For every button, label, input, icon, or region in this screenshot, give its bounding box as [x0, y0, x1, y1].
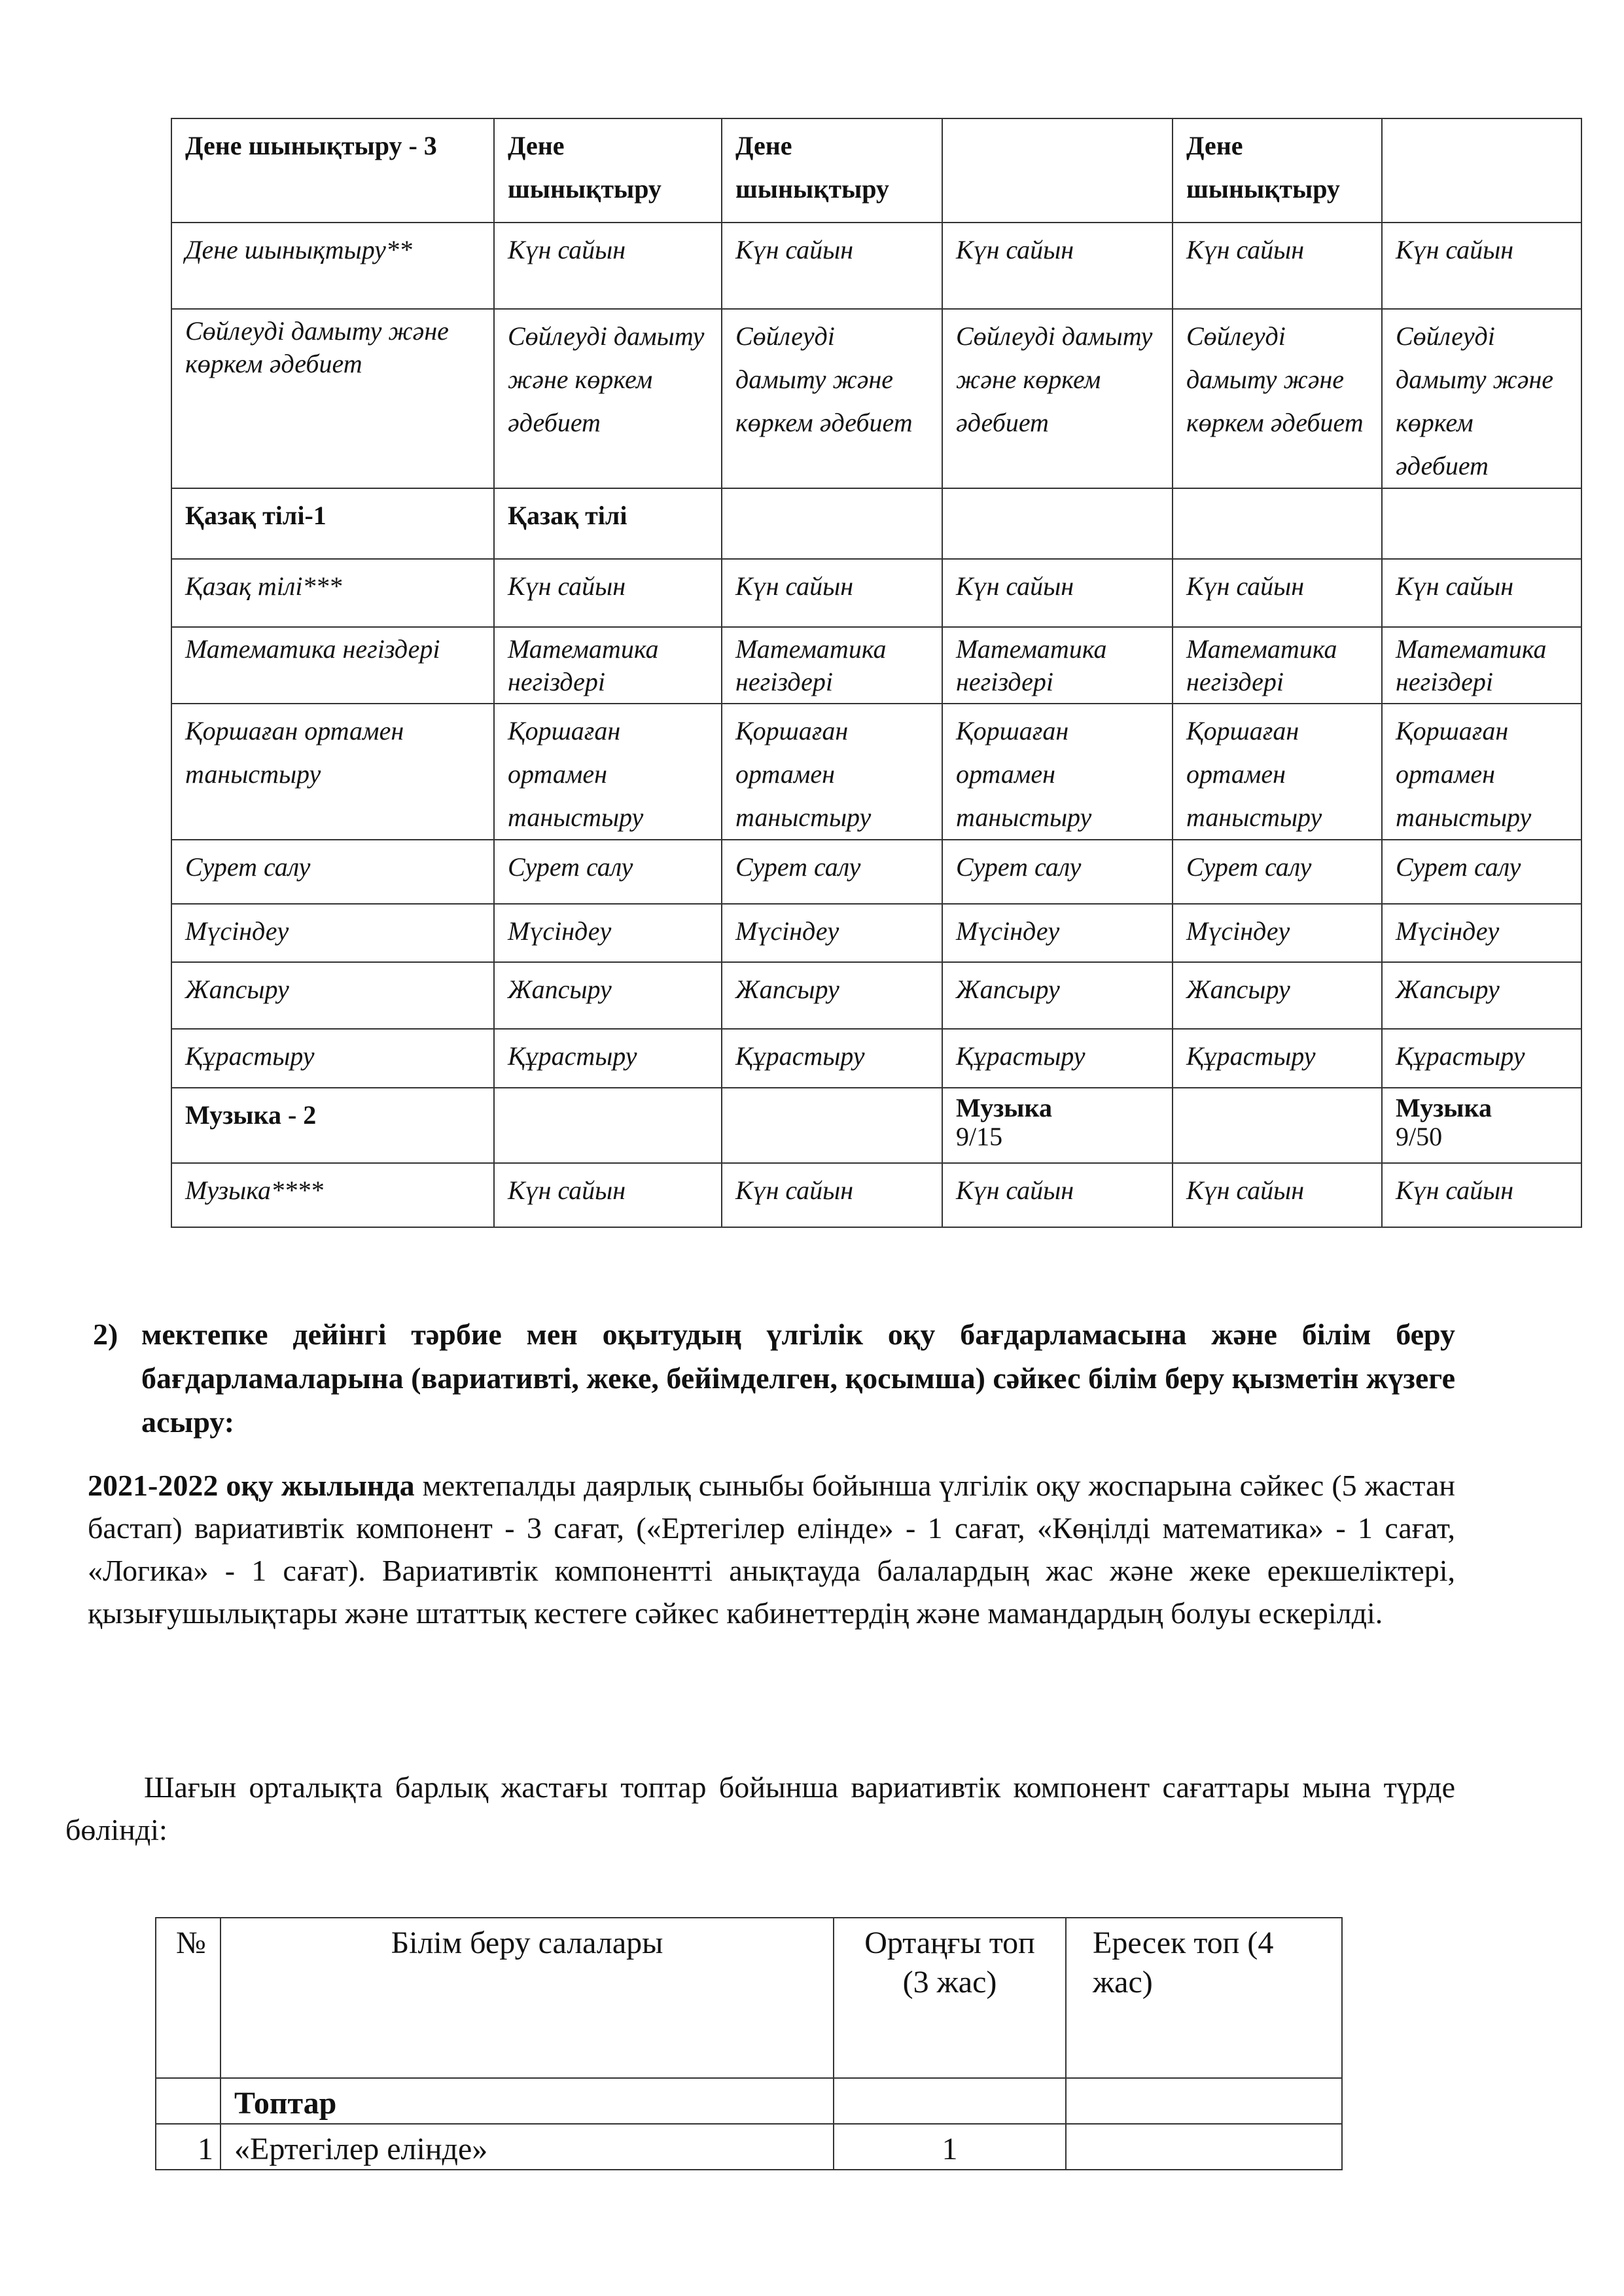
cell: Сөйлеуді дамыту және көркем әдебиет [1382, 309, 1581, 488]
cell: Музыка**** [171, 1163, 494, 1227]
cell: Сөйлеуді дамыту және көркем әдебиет [722, 309, 942, 488]
cell [1173, 1088, 1382, 1163]
cell: Қоршаған ортамен таныстыру [1173, 704, 1382, 840]
paragraph: Шағын орталықта барлық жастағы топтар бойынша вариативтік компонент сағаттары мына түрде бөлінді: [65, 1770, 1455, 1846]
cell: Мүсіндеу [494, 904, 722, 962]
cell: Құрастыру [494, 1029, 722, 1088]
cell: Қоршаған ортамен таныстыру [1382, 704, 1581, 840]
cell [722, 1088, 942, 1163]
cell: Күн сайын [1382, 223, 1581, 309]
cell: Құрастыру [942, 1029, 1173, 1088]
cell: Құрастыру [1173, 1029, 1382, 1088]
cell: Күн сайын [1173, 223, 1382, 309]
cell [1066, 2078, 1342, 2124]
table-row [171, 627, 1581, 704]
cell: Жапсыру [1173, 962, 1382, 1029]
table-row [171, 223, 1581, 309]
row-number: 1 [156, 2124, 221, 2170]
cell: Дене шынықтыру [1173, 118, 1382, 223]
cell: Жапсыру [942, 962, 1173, 1029]
cell: Сөйлеуді дамыту және көркем әдебиет [1173, 309, 1382, 488]
cell: Математика негіздері [722, 627, 942, 704]
header-cell: № [156, 1918, 221, 2078]
cell: Сөйлеуді дамыту және көркем әдебиет [942, 309, 1173, 488]
music-fraction: 9/50 [1396, 1122, 1443, 1151]
header-cell: Ортаңғы топ (3 жас) [834, 1918, 1066, 2078]
table-header-row [156, 1918, 1342, 2078]
cell [942, 1088, 1173, 1163]
cell: Дене шынықтыру [494, 118, 722, 223]
table-row [171, 962, 1581, 1029]
table-row [171, 840, 1581, 904]
section-number: 2) [93, 1318, 118, 1351]
table-row [171, 704, 1581, 840]
cell: Күн сайын [722, 559, 942, 627]
cell: Күн сайын [942, 559, 1173, 627]
cell: Сурет салу [1173, 840, 1382, 904]
cell: Сурет салу [1382, 840, 1581, 904]
cell [1066, 2124, 1342, 2170]
cell: Сөйлеуді дамыту және көркем әдебиет [494, 309, 722, 488]
cell: Жапсыру [494, 962, 722, 1029]
cell: Күн сайын [1382, 559, 1581, 627]
table-row [171, 1163, 1581, 1227]
cell: Күн сайын [722, 1163, 942, 1227]
cell: Математика негіздері [1173, 627, 1382, 704]
group-label: Топтар [221, 2078, 834, 2124]
table-row [156, 2078, 1342, 2124]
cell: Күн сайын [1173, 559, 1382, 627]
music-label: Музыка [956, 1093, 1052, 1122]
cell: «Ертегілер елінде» [221, 2124, 834, 2170]
cell: Мүсіндеу [171, 904, 494, 962]
cell: Құрастыру [1382, 1029, 1581, 1088]
cell: Қазақ тілі*** [171, 559, 494, 627]
cell: Мүсіндеу [942, 904, 1173, 962]
cell: Қазақ тілі-1 [171, 488, 494, 559]
table-row [171, 1088, 1581, 1163]
schedule-table [171, 118, 1582, 1228]
table-row [156, 2124, 1342, 2170]
cell: Құрастыру [722, 1029, 942, 1088]
header-cell: Білім беру салалары [221, 1918, 834, 2078]
cell: Математика негіздері [1382, 627, 1581, 704]
cell: Музыка - 2 [171, 1088, 494, 1163]
cell [942, 488, 1173, 559]
cell: Күн сайын [494, 559, 722, 627]
table-row [171, 559, 1581, 627]
cell: Математика негіздері [494, 627, 722, 704]
cell: Мүсіндеу [1382, 904, 1581, 962]
cell: Қоршаған ортамен таныстыру [494, 704, 722, 840]
cell: Қоршаған ортамен таныстыру [171, 704, 494, 840]
paragraph-text: мектепалды даярлық сыныбы бойынша үлгілік оқу жоспарына сәйкес (5 жастан бастап) вариативтік компонент - 3 сағат, («Ертегілер елінде» - 1 сағат, «Көңілді математика» - 1 сағат, «Логика» - 1 сағат). Вариативтік компонентті анықтауда балалардың жас және жеке ерекшеліктері, қызығушылықтары және штаттық кестеге сәйкес кабинеттердің және мамандардың болуы ескерілді. [88, 1469, 1455, 1630]
cell [1382, 488, 1581, 559]
table-row [171, 309, 1581, 488]
cell: Сурет салу [494, 840, 722, 904]
header-cell: Ересек топ (4 жас) [1066, 1918, 1342, 2078]
music-fraction: 9/15 [956, 1122, 1003, 1151]
section-heading [93, 1312, 1455, 1444]
cell: Сурет салу [171, 840, 494, 904]
cell: Күн сайын [942, 1163, 1173, 1227]
cell: Сурет салу [722, 840, 942, 904]
cell [1173, 488, 1382, 559]
table-row [171, 118, 1581, 223]
cell: Қоршаған ортамен таныстыру [722, 704, 942, 840]
cell: Жапсыру [171, 962, 494, 1029]
cell: Мүсіндеу [722, 904, 942, 962]
cell: Сөйлеуді дамыту және көркем әдебиет [171, 309, 494, 488]
paragraph-lead: 2021-2022 оқу жылында [88, 1469, 415, 1502]
music-label: Музыка [1396, 1093, 1492, 1122]
cell: Мүсіндеу [1173, 904, 1382, 962]
cell: Күн сайын [494, 1163, 722, 1227]
table-row [171, 488, 1581, 559]
cell: Математика негіздері [171, 627, 494, 704]
table-row [171, 1029, 1581, 1088]
cell: Күн сайын [1173, 1163, 1382, 1227]
cell: Қоршаған ортамен таныстыру [942, 704, 1173, 840]
cell: Құрастыру [171, 1029, 494, 1088]
cell: Жапсыру [722, 962, 942, 1029]
variant-component-table [155, 1917, 1343, 2170]
cell [494, 1088, 722, 1163]
section-heading-text: мектепке дейінгі тәрбие мен оқытудың үлгілік оқу бағдарламасына және білім беру бағдарламаларына (вариативті, жеке, бейімделген, қосымша) сәйкес білім беру қызметін жүзеге асыру: [141, 1318, 1455, 1439]
cell [1382, 118, 1581, 223]
cell: Қазақ тілі [494, 488, 722, 559]
cell: Дене шынықтыру** [171, 223, 494, 309]
cell: 1 [834, 2124, 1066, 2170]
cell [834, 2078, 1066, 2124]
cell: Жапсыру [1382, 962, 1581, 1029]
cell [942, 118, 1173, 223]
table-row [171, 904, 1581, 962]
paragraph [88, 1464, 1455, 1634]
cell: Дене шынықтыру [722, 118, 942, 223]
cell: Күн сайын [1382, 1163, 1581, 1227]
cell: Күн сайын [942, 223, 1173, 309]
cell: Дене шынықтыру - 3 [171, 118, 494, 223]
cell: Математика негіздері [942, 627, 1173, 704]
cell: Күн сайын [494, 223, 722, 309]
cell [722, 488, 942, 559]
cell [1382, 1088, 1581, 1163]
cell [156, 2078, 221, 2124]
cell: Сурет салу [942, 840, 1173, 904]
cell: Күн сайын [722, 223, 942, 309]
